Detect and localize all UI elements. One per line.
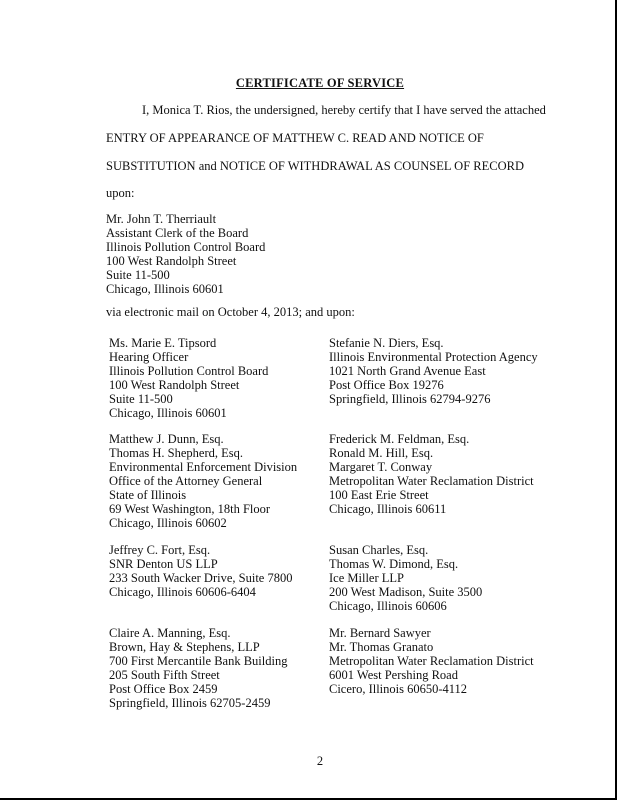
- address-line: 233 South Wacker Drive, Suite 7800: [109, 571, 293, 585]
- address-line: Stefanie N. Diers, Esq.: [329, 336, 444, 350]
- page-number: 2: [316, 754, 324, 768]
- address-line: Post Office Box 19276: [329, 378, 444, 392]
- address-line: Illinois Environmental Protection Agency: [329, 350, 538, 364]
- address-line: 1021 North Grand Avenue East: [329, 364, 486, 378]
- document-title-line-2: SUBSTITUTION and NOTICE OF WITHDRAWAL AS COUNSEL OF RECORD: [106, 159, 524, 173]
- address-line: Ice Miller LLP: [329, 571, 404, 585]
- recipient-address-block: [329, 543, 482, 613]
- address-line: 6001 West Pershing Road: [329, 668, 458, 682]
- recipient-address-block: [329, 336, 538, 406]
- address-line: Thomas H. Shepherd, Esq.: [109, 446, 244, 460]
- address-line: Hearing Officer: [109, 350, 189, 364]
- address-line: Springfield, Illinois 62705-2459: [109, 696, 271, 710]
- address-line: Brown, Hay & Stephens, LLP: [109, 640, 260, 654]
- address-line: SNR Denton US LLP: [109, 557, 218, 571]
- document-title-line-1: ENTRY OF APPEARANCE OF MATTHEW C. READ AND NOTICE OF: [106, 131, 484, 145]
- address-line: Ronald M. Hill, Esq.: [329, 446, 434, 460]
- address-line: 100 East Erie Street: [329, 488, 429, 502]
- address-line: Illinois Pollution Control Board: [106, 240, 266, 254]
- address-line: Cicero, Illinois 60650-4112: [329, 682, 468, 696]
- recipient-address-block: [109, 432, 297, 530]
- address-line: Matthew J. Dunn, Esq.: [109, 432, 224, 446]
- upon-text: upon:: [106, 186, 135, 200]
- recipient-address-block: [329, 626, 534, 696]
- recipient-address-block: [109, 543, 292, 599]
- address-line: Post Office Box 2459: [109, 682, 218, 696]
- address-line: 100 West Randolph Street: [106, 254, 237, 268]
- address-line: Assistant Clerk of the Board: [106, 226, 249, 240]
- address-line: Mr. Bernard Sawyer: [329, 626, 431, 640]
- address-line: Metropolitan Water Reclamation District: [329, 654, 534, 668]
- address-line: Chicago, Illinois 60601: [106, 282, 224, 296]
- address-line: 100 West Randolph Street: [109, 378, 240, 392]
- service-method-text: via electronic mail on October 4, 2013; and upon:: [106, 305, 355, 319]
- address-line: Jeffrey C. Fort, Esq.: [109, 543, 211, 557]
- intro-text: I, Monica T. Rios, the undersigned, hereby certify that I have served the attached: [142, 103, 546, 117]
- address-line: 200 West Madison, Suite 3500: [329, 585, 483, 599]
- clerk-address-block: [106, 212, 265, 296]
- address-line: Suite 11-500: [106, 268, 170, 282]
- address-line: State of Illinois: [109, 488, 187, 502]
- address-line: Illinois Pollution Control Board: [109, 364, 269, 378]
- address-line: Chicago, Illinois 60602: [109, 516, 227, 530]
- certificate-title: CERTIFICATE OF SERVICE: [235, 76, 405, 90]
- address-line: Mr. John T. Therriault: [106, 212, 217, 226]
- address-line: Susan Charles, Esq.: [329, 543, 429, 557]
- address-line: Springfield, Illinois 62794-9276: [329, 392, 491, 406]
- address-line: Environmental Enforcement Division: [109, 460, 298, 474]
- address-line: Margaret T. Conway: [329, 460, 433, 474]
- address-line: Metropolitan Water Reclamation District: [329, 474, 534, 488]
- address-line: Mr. Thomas Granato: [329, 640, 434, 654]
- recipient-address-block: [329, 432, 534, 516]
- address-line: Thomas W. Dimond, Esq.: [329, 557, 459, 571]
- address-line: 205 South Fifth Street: [109, 668, 220, 682]
- address-line: Chicago, Illinois 60611: [329, 502, 447, 516]
- address-line: Claire A. Manning, Esq.: [109, 626, 231, 640]
- address-line: Frederick M. Feldman, Esq.: [329, 432, 470, 446]
- address-line: Suite 11-500: [109, 392, 173, 406]
- address-line: 69 West Washington, 18th Floor: [109, 502, 271, 516]
- recipient-address-block: [109, 336, 268, 420]
- recipient-address-block: [109, 626, 287, 710]
- address-line: Chicago, Illinois 60601: [109, 406, 227, 420]
- address-line: Ms. Marie E. Tipsord: [109, 336, 217, 350]
- address-line: Chicago, Illinois 60606-6404: [109, 585, 256, 599]
- address-line: Office of the Attorney General: [109, 474, 263, 488]
- address-line: Chicago, Illinois 60606: [329, 599, 447, 613]
- address-line: 700 First Mercantile Bank Building: [109, 654, 288, 668]
